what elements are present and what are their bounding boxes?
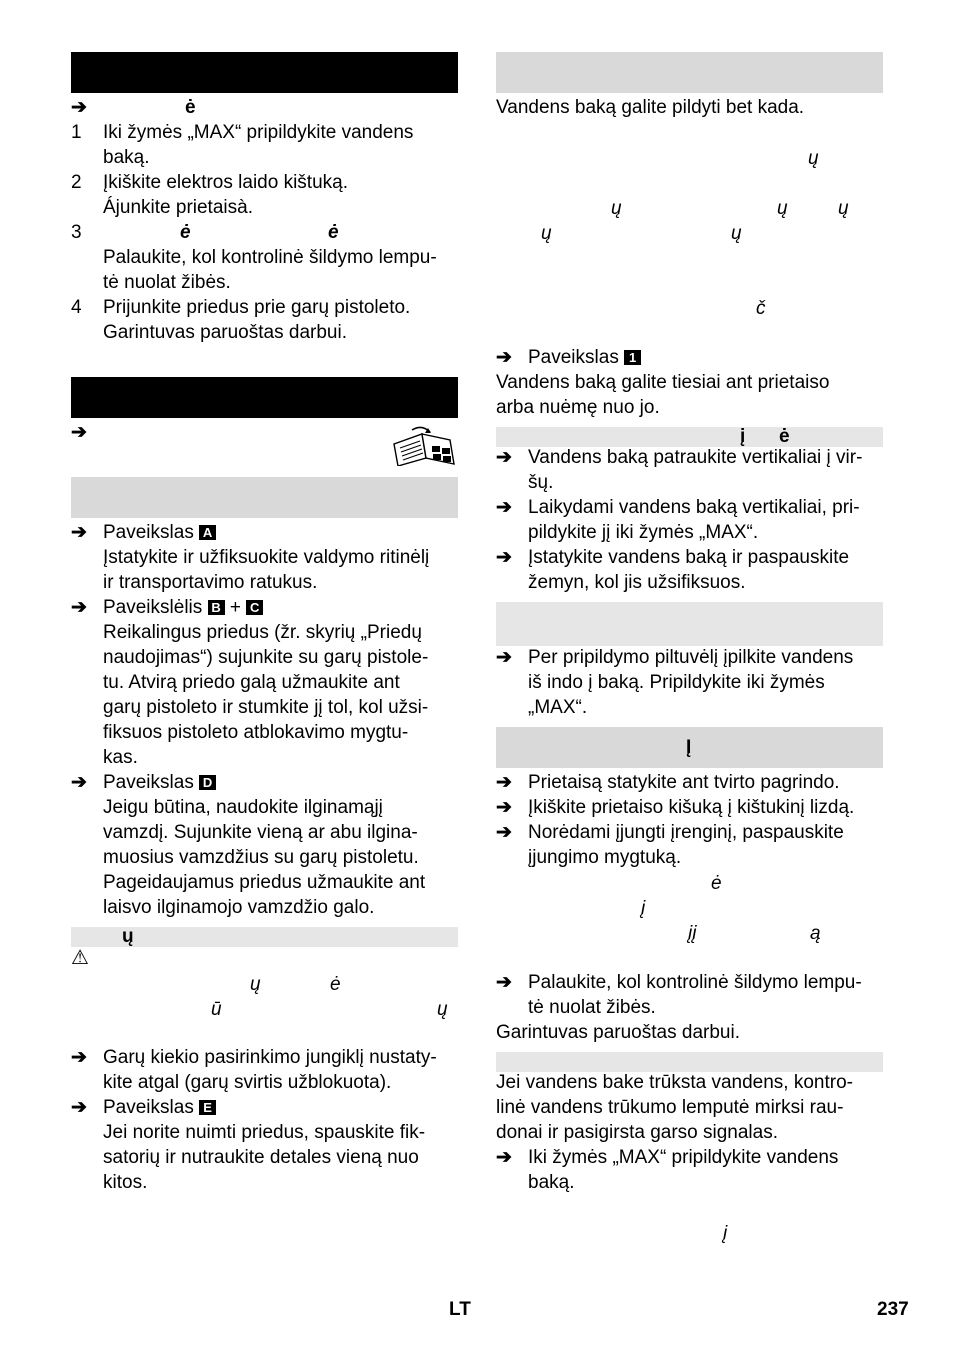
- body-text: įjungimo mygtuką.: [528, 847, 682, 868]
- body-text: Įkiškite prietaiso kišuką į kištukinį lizdą.: [528, 797, 855, 818]
- figure-ref: [103, 1095, 216, 1120]
- text-fragment: ų: [611, 198, 622, 219]
- subsection-header-bar: [496, 602, 883, 646]
- body-text: kitos.: [103, 1172, 148, 1193]
- body-text: Jei norite nuimti priedus, spauskite fik-: [103, 1122, 426, 1143]
- arrow-icon: ➔: [71, 1097, 87, 1118]
- body-text: Pageidaujamus priedus užmaukite ant: [103, 872, 426, 893]
- step-number: 4: [71, 297, 82, 318]
- body-text: Palaukite, kol kontrolinė šildymo lempu-: [528, 972, 862, 993]
- text-fragment: ų: [808, 148, 819, 169]
- body-text: tu. Atvirą priedo galą užmaukite ant: [103, 672, 400, 693]
- body-text: Garintuvas paruoštas darbui.: [496, 1022, 740, 1043]
- body-text: satorių ir nutraukite detales vieną nuo: [103, 1147, 419, 1168]
- body-text: fiksuos pistoleto atblokavimo mygtu-: [103, 722, 409, 743]
- subheading-bar: [496, 427, 883, 447]
- text-fragment: į: [641, 898, 646, 919]
- figure-badge: D: [199, 775, 216, 790]
- figure-label: Paveikslas: [103, 772, 194, 793]
- figure-badge: C: [246, 600, 263, 615]
- text-fragment: į: [740, 426, 746, 447]
- arrow-icon: ➔: [496, 647, 512, 668]
- arrow-icon: ➔: [496, 347, 512, 368]
- warning-icon: ⚠: [71, 947, 89, 969]
- figure-ref: [103, 770, 216, 795]
- arrow-icon: ➔: [496, 797, 512, 818]
- bullet-arrow: [496, 770, 512, 795]
- figure-badge: B: [208, 600, 225, 615]
- subheading-bar: [496, 1052, 883, 1072]
- step-text: Prijunkite priedus prie garų pistoleto.: [103, 297, 411, 318]
- arrow-icon: ➔: [496, 1147, 512, 1168]
- body-text: kite atgal (garų svirtis užblokuota).: [103, 1072, 392, 1093]
- arrow-icon: ➔: [496, 772, 512, 793]
- body-text: vamzdį. Sujunkite vieną ar abu ilgina-: [103, 822, 418, 843]
- body-text: muosius vamzdžius su garų pistoletu.: [103, 847, 419, 868]
- plus-sign: +: [229, 597, 241, 618]
- body-text: Vandens baką galite pildyti bet kada.: [496, 97, 805, 118]
- step-text: baką.: [103, 147, 150, 168]
- text-fragment: ė: [330, 974, 341, 995]
- body-text: žemyn, kol jis užsifiksuos.: [528, 572, 746, 593]
- step-number: 2: [71, 172, 82, 193]
- text-fragment: į: [723, 1223, 728, 1244]
- body-text: Laikydami vandens baką vertikaliai, pri-: [528, 497, 860, 518]
- figure-ref-line: [496, 345, 512, 370]
- bullet-arrow: [496, 795, 512, 820]
- manual-book-icon: [392, 424, 458, 466]
- subsection-header-bar: [496, 52, 883, 93]
- arrow-icon: ➔: [496, 497, 512, 518]
- arrow-icon: ➔: [71, 522, 87, 543]
- body-text: laisvo ilginamojo vamzdžio galo.: [103, 897, 375, 918]
- text-fragment: ū: [211, 999, 222, 1020]
- text-fragment: ė: [328, 222, 339, 243]
- bullet-arrow: [496, 970, 512, 995]
- body-text: šų.: [528, 472, 554, 493]
- figure-ref-line: [71, 770, 87, 795]
- text-fragment: ų: [777, 198, 788, 219]
- text-fragment: ė: [779, 426, 790, 447]
- body-text: Garų kiekio pasirinkimo jungiklį nustaty-: [103, 1047, 437, 1068]
- text-fragment: ų: [731, 223, 742, 244]
- step-number: 1: [71, 122, 82, 143]
- subsection-header-bar: [71, 477, 458, 518]
- figure-ref-line: [71, 595, 87, 620]
- figure-label: Paveikslas: [528, 347, 619, 368]
- body-text: donai ir pasigirsta garso signalas.: [496, 1122, 778, 1143]
- figure-label: Paveikslas: [103, 1097, 194, 1118]
- arrow-icon: ➔: [496, 822, 512, 843]
- bullet-arrow: [496, 545, 512, 570]
- body-text: kas.: [103, 747, 138, 768]
- figure-ref-line: [71, 1095, 87, 1120]
- step-text: Garintuvas paruoštas darbui.: [103, 322, 347, 343]
- instruction-line: [71, 420, 87, 445]
- figure-badge: A: [199, 525, 216, 540]
- body-text: ir transportavimo ratukus.: [103, 572, 318, 593]
- body-text: Įstatykite ir užfiksuokite valdymo ritinėlį: [103, 547, 430, 568]
- body-text: Vandens baką patraukite vertikaliai į vir-: [528, 447, 863, 468]
- bullet-arrow: [496, 645, 512, 670]
- arrow-icon: ➔: [71, 772, 87, 793]
- figure-label: Paveikslas: [103, 522, 194, 543]
- body-text: baką.: [528, 1172, 575, 1193]
- step-text: Palaukite, kol kontrolinė šildymo lempu-: [103, 247, 437, 268]
- body-text: Reikalingus priedus (žr. skyrių „Priedų: [103, 622, 422, 643]
- text-fragment: įį: [688, 923, 697, 944]
- bullet-arrow: [496, 445, 512, 470]
- figure-ref-line: [71, 520, 87, 545]
- arrow-icon: ➔: [71, 1047, 87, 1068]
- instruction-line: [71, 95, 196, 120]
- body-text: pildykite jį iki žymės „MAX“.: [528, 522, 759, 543]
- body-text: naudojimas“) sujunkite su garų pistole-: [103, 647, 429, 668]
- section-title-fragment: Į: [686, 737, 692, 758]
- footer-language: LT: [449, 1299, 471, 1320]
- section-header-bar: [71, 52, 458, 93]
- body-text: iš indo į baką. Pripildykite iki žymės: [528, 672, 825, 693]
- arrow-icon: ➔: [496, 972, 512, 993]
- body-text: linė vandens trūkumo lemputė mirksi rau-: [496, 1097, 844, 1118]
- body-text: Iki žymės „MAX“ pripildykite vandens: [528, 1147, 839, 1168]
- body-text: Jeigu būtina, naudokite ilginamąjį: [103, 797, 383, 818]
- step-text: Iki žymės „MAX“ pripildykite vandens: [103, 122, 414, 143]
- figure-label: Paveikslėlis: [103, 597, 203, 618]
- arrow-icon: ➔: [71, 97, 87, 118]
- text-fragment: ą: [810, 923, 821, 944]
- step-text: Ájunkite prietaisà.: [103, 197, 253, 218]
- page-number: 237: [877, 1299, 909, 1320]
- bullet-arrow: [496, 495, 512, 520]
- text-fragment: ė: [180, 222, 191, 243]
- figure-ref: [103, 595, 263, 620]
- section-header-bar: [71, 377, 458, 418]
- body-text: „MAX“.: [528, 697, 588, 718]
- text-fragment: ų: [122, 926, 134, 947]
- body-text: garų pistoleto ir stumkite jį tol, kol užsi-: [103, 697, 429, 718]
- text-fragment: ų: [250, 974, 261, 995]
- arrow-icon: ➔: [496, 547, 512, 568]
- text-fragment: ų: [541, 223, 552, 244]
- body-text: Įstatykite vandens baką ir paspauskite: [528, 547, 850, 568]
- step-number: 3: [71, 222, 82, 243]
- text-fragment: ė: [711, 873, 722, 894]
- body-text: Vandens baką galite tiesiai ant prietaiso: [496, 372, 830, 393]
- body-text: Per pripildymo piltuvėlį įpilkite vandens: [528, 647, 854, 668]
- body-text: arba nuėmę nuo jo.: [496, 397, 660, 418]
- arrow-icon: ➔: [71, 597, 87, 618]
- body-text: Norėdami įjungti įrenginį, paspauskite: [528, 822, 844, 843]
- text-fragment: ų: [437, 999, 448, 1020]
- arrow-icon: ➔: [496, 447, 512, 468]
- body-text: Jei vandens bake trūksta vandens, kontro-: [496, 1072, 853, 1093]
- step-text: tė nuolat žibės.: [103, 272, 231, 293]
- step-text: Įkiškite elektros laido kištuką.: [103, 172, 348, 193]
- body-text: tė nuolat žibės.: [528, 997, 656, 1018]
- figure-badge: E: [199, 1100, 216, 1115]
- bullet-arrow: [496, 1145, 512, 1170]
- body-text: Prietaisą statykite ant tvirto pagrindo.: [528, 772, 840, 793]
- bullet-arrow: [496, 820, 512, 845]
- figure-badge: 1: [624, 350, 641, 365]
- figure-ref: [103, 520, 216, 545]
- bullet-arrow: [71, 1045, 87, 1070]
- text-fragment: ė: [185, 97, 196, 118]
- text-fragment: ų: [838, 198, 849, 219]
- figure-ref: [528, 345, 641, 370]
- arrow-icon: ➔: [71, 422, 87, 443]
- text-fragment: č: [756, 298, 766, 319]
